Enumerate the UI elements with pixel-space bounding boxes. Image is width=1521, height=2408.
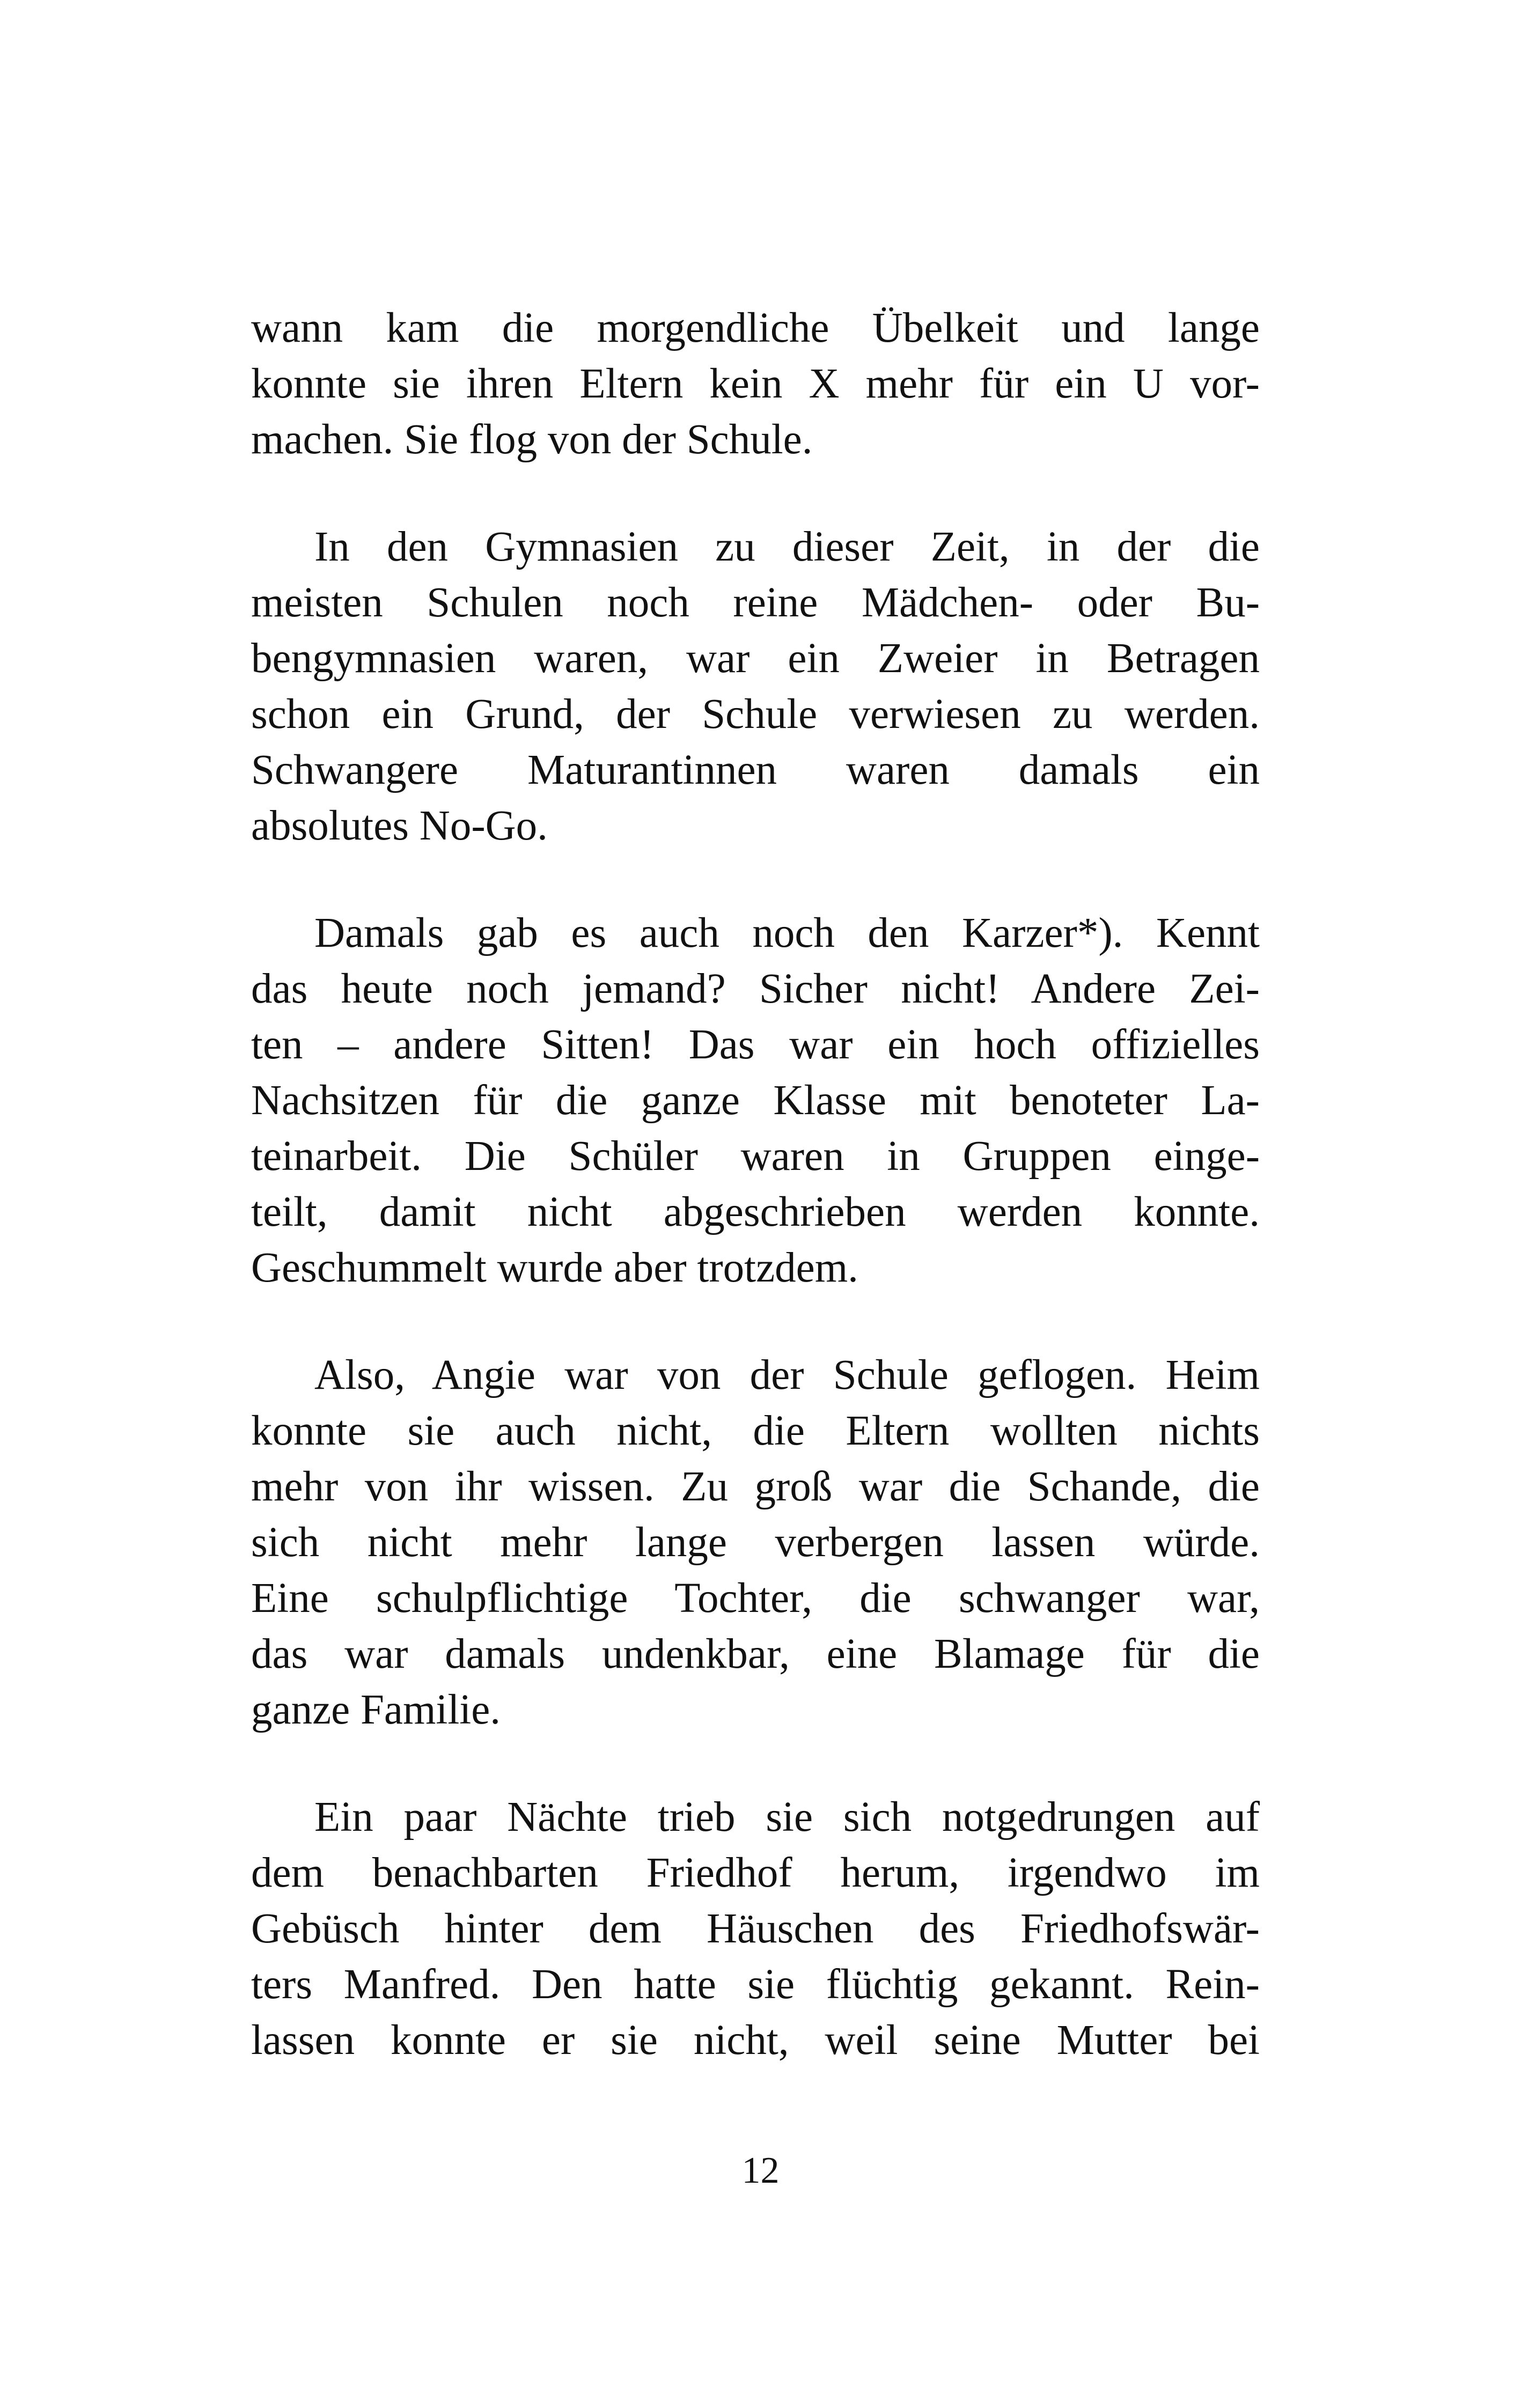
text-line: konnte sie ihren Eltern kein X mehr für ein U vor- bbox=[251, 360, 1260, 407]
text-line: ters Manfred. Den hatte sie flüchtig gekannt. Rein- bbox=[251, 1961, 1260, 2008]
paragraph-gap bbox=[251, 1296, 1260, 1347]
paragraph bbox=[251, 1347, 1260, 1738]
text-line: lassen konnte er sie nicht, weil seine Mutter bei bbox=[251, 2017, 1260, 2064]
paragraph-gap bbox=[251, 468, 1260, 519]
page-number: 12 bbox=[741, 2150, 780, 2191]
text-line: meisten Schulen noch reine Mädchen- oder Bu- bbox=[251, 579, 1260, 626]
text-line: wann kam die morgendliche Übelkeit und lange bbox=[251, 305, 1260, 351]
paragraph-gap bbox=[251, 1738, 1260, 1790]
text-line: mehr von ihr wissen. Zu groß war die Schande, die bbox=[251, 1463, 1260, 1510]
text-line: dem benachbarten Friedhof herum, irgendwo im bbox=[251, 1850, 1260, 1896]
text-line: Schwangere Maturantinnen waren damals ein bbox=[251, 747, 1260, 793]
text-line: absolutes No-Go. bbox=[251, 802, 548, 849]
text-line: Nachsitzen für die ganze Klasse mit benoteter La- bbox=[251, 1077, 1260, 1124]
paragraph-gap bbox=[251, 854, 1260, 905]
text-line: ten – andere Sitten! Das war ein hoch offizielles bbox=[251, 1021, 1260, 1068]
paragraph bbox=[251, 300, 1260, 468]
text-line: ganze Familie. bbox=[251, 1687, 501, 1733]
text-line: Also, Angie war von der Schule geflogen. Heim bbox=[314, 1352, 1260, 1398]
text-line: machen. Sie flog von der Schule. bbox=[251, 416, 813, 463]
body-text bbox=[251, 300, 1260, 2068]
text-line: teinarbeit. Die Schüler waren in Gruppen einge- bbox=[251, 1133, 1260, 1180]
text-line: konnte sie auch nicht, die Eltern wollten nichts bbox=[251, 1408, 1260, 1454]
text-line: teilt, damit nicht abgeschrieben werden konnte. bbox=[251, 1189, 1260, 1235]
text-line: sich nicht mehr lange verbergen lassen würde. bbox=[251, 1519, 1260, 1566]
text-line: das war damals undenkbar, eine Blamage für die bbox=[251, 1631, 1260, 1677]
text-line: Geschummelt wurde aber trotzdem. bbox=[251, 1244, 858, 1291]
text-line: schon ein Grund, der Schule verwiesen zu werden. bbox=[251, 691, 1260, 738]
text-line: bengymnasien waren, war ein Zweier in Betragen bbox=[251, 635, 1260, 682]
text-line: In den Gymnasien zu dieser Zeit, in der die bbox=[314, 524, 1260, 570]
text-line: Eine schulpflichtige Tochter, die schwanger war, bbox=[251, 1575, 1260, 1622]
paragraph bbox=[251, 519, 1260, 854]
paragraph bbox=[251, 905, 1260, 1296]
text-line: das heute noch jemand? Sicher nicht! Andere Zei- bbox=[251, 966, 1260, 1012]
paragraph bbox=[251, 1790, 1260, 2068]
text-line: Ein paar Nächte trieb sie sich notgedrungen auf bbox=[314, 1794, 1260, 1840]
text-line: Gebüsch hinter dem Häuschen des Friedhofswär- bbox=[251, 1905, 1260, 1952]
text-line: Damals gab es auch noch den Karzer*). Kennt bbox=[314, 910, 1260, 956]
